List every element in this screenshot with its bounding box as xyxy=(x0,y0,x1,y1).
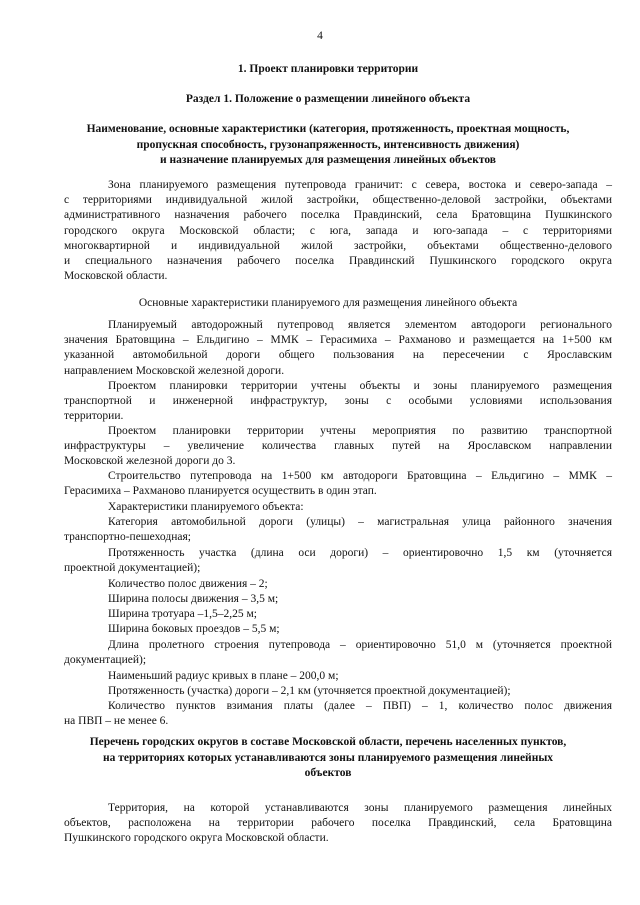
text-line: объектов, расположена на территории рабочего поселка Правдинский, села Братовщина xyxy=(64,817,612,830)
text-line: Территория, на которой устанавливаются зоны планируемого размещения линейных xyxy=(108,802,612,814)
text-line: проектной документацией); xyxy=(64,562,201,575)
paragraph-characteristics-intro xyxy=(64,500,612,515)
text-line: инфраструктуры – увеличение количества главных путей на Ярославском направлении xyxy=(64,440,612,453)
text-line: Категория автомобильной дороги (улицы) – магистральная улица районного значения xyxy=(108,516,612,528)
paragraph-curve-radius xyxy=(64,669,612,684)
characteristics-heading: Наименование, основные характеристики (категория, протяженность, проектная мощность, пропускная способность, грузонапряженность, интенсивность движения) и назначение планируемых для размещения линейных объектов xyxy=(86,123,570,166)
text-line: Протяженность участка (длина оси дороги) – ориентировочно 1,5 км (уточняется xyxy=(108,547,612,559)
text-line: Количество полос движения – 2; xyxy=(108,578,268,590)
text-line: значения Братовщина – Ельдигино – ММК – Герасимиха – Рахманово и размещается на 1+500 км xyxy=(64,334,612,347)
paragraph-span-length xyxy=(64,638,612,668)
text-line: Проектом планировки территории учтены мероприятия по развитию транспортной xyxy=(108,425,612,437)
text-line: на ПВП – не менее 6. xyxy=(64,715,169,728)
text-line: транспортно-пешеходная; xyxy=(64,531,191,544)
paragraph-infrastructure xyxy=(64,379,612,425)
text-line: Планируемый автодорожный путепровод является элементом автодороги регионального xyxy=(108,319,612,331)
text-line: Длина пролетного строения путепровода – ориентировочно 51,0 м (уточняется проектной xyxy=(108,639,612,651)
paragraph-sidewalk-width xyxy=(64,607,612,622)
paragraph-side-passages xyxy=(64,622,612,637)
text-line: Ширина боковых проездов – 5,5 м; xyxy=(108,623,280,635)
paragraph-section-length xyxy=(64,546,612,576)
paragraph-toll-points xyxy=(64,699,612,729)
text-line: Протяженность (участка) дороги – 2,1 км (уточняется проектной документацией); xyxy=(108,685,511,697)
text-line: многоквартирной и индивидуальной жилой застройки, объектами общественно-делового xyxy=(64,239,612,252)
text-line: Ширина полосы движения – 3,5 м; xyxy=(108,593,279,605)
subsection-heading: Раздел 1. Положение о размещении линейного объекта xyxy=(185,93,471,105)
paragraph-territory-location xyxy=(64,801,612,847)
paragraph-railway xyxy=(64,424,612,470)
paragraph-road-category xyxy=(64,515,612,545)
text-line: Московской области. xyxy=(64,270,168,283)
text-line: Количество пунктов взимания платы (далее – ПВП) – 1, количество полос движения xyxy=(108,700,612,712)
characteristics-subheading: Основные характеристики планируемого для размещения линейного объекта xyxy=(138,297,518,309)
section-heading: 1. Проект планировки территории xyxy=(237,63,419,75)
text-line: Строительство путепровода на 1+500 км автодороги Братовщина – Ельдигино – ММК – xyxy=(108,470,612,482)
paragraph-lane-width xyxy=(64,592,612,607)
text-line: Пушкинского городского округа Московской области. xyxy=(64,832,329,845)
text-line: Проектом планировки территории учтены объекты и зоны планируемого размещения xyxy=(108,380,612,392)
text-line: городского округа Московской области; с юга, запада и юго-запада – с территориями xyxy=(64,224,612,237)
text-line: Наименьший радиус кривых в плане – 200,0 м; xyxy=(108,670,339,682)
paragraph-construction-stage xyxy=(64,469,612,499)
text-line: Московской железной дороги до 3. xyxy=(64,455,236,468)
paragraph-zone-borders xyxy=(64,178,612,284)
text-line: указанной автомобильной дороги общего пользования на пересечении с Ярославским xyxy=(64,349,612,362)
paragraph-road-length xyxy=(64,684,612,699)
paragraph-overpass-description xyxy=(64,318,612,379)
text-line: направлением Московской железной дороги. xyxy=(64,364,285,377)
text-line: Характеристики планируемого объекта: xyxy=(108,501,304,513)
text-line: Ширина тротуара –1,5–2,25 м; xyxy=(108,608,257,620)
text-line: и специального назначения рабочего поселка Правдинский Пушкинского городского округа xyxy=(64,255,612,268)
text-line: Герасимиха – Рахманово планируется осуществить в один этап. xyxy=(64,485,377,498)
page-number: 4 xyxy=(317,30,323,42)
text-line: транспортной и инженерной инфраструктур, зоны с особыми условиями использования xyxy=(64,395,612,408)
text-line: административного назначения рабочего поселка Правдинский, села Братовщина Пушкинского xyxy=(64,209,612,222)
text-line: территории. xyxy=(64,410,124,423)
municipalities-heading: Перечень городских округов в составе Московской области, перечень населенных пунктов, на территориях которых устанавливаются зоны планируемого размещения линейных объектов xyxy=(89,736,567,779)
text-line: с территориями индивидуальной жилой застройки, общественно-деловой застройки, объектами xyxy=(64,194,612,207)
text-line: Зона планируемого размещения путепровода граничит: с севера, востока и северо-запада – xyxy=(108,179,612,191)
paragraph-lanes-count xyxy=(64,577,612,592)
text-line: документацией); xyxy=(64,654,147,667)
